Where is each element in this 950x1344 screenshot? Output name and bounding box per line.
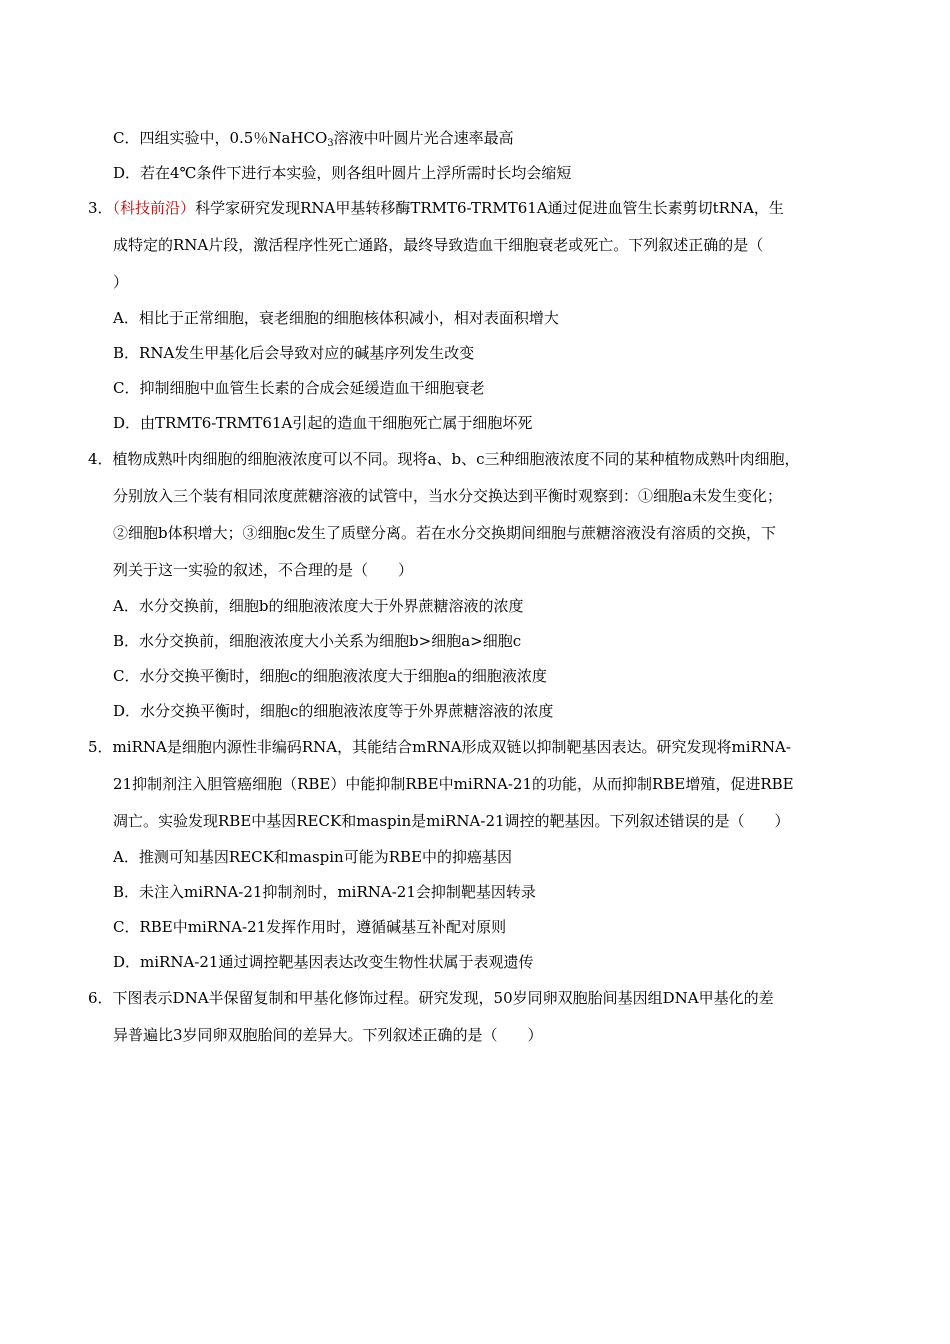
question-5-stem-line-3: 凋亡。实验发现RBE中基因RECK和maspin是miRNA-21调控的靶基因。下列叙述错误的是（ ） [113,812,790,830]
question-4-option-d: D．水分交换平衡时，细胞c的细胞液浓度等于外界蔗糖溶液的浓度 [113,702,554,720]
question-4-option-c: C．水分交换平衡时，细胞c的细胞液浓度大于细胞a的细胞液浓度 [113,667,547,685]
question-5-option-b: B．未注入miRNA-21抑制剂时，miRNA-21会抑制靶基因转录 [113,883,536,901]
question-5-option-a: A．推测可知基因RECK和maspin可能为RBE中的抑癌基因 [113,848,512,866]
question-4-stem-line-1: 4．植物成熟叶肉细胞的细胞液浓度可以不同。现将a、b、c三种细胞液浓度不同的某种植物成熟叶肉细胞， [88,450,800,468]
question-3-stem-line-1: 3．（科技前沿）科学家研究发现RNA甲基转移酶TRMT6-TRMT61A通过促进血管生长素剪切tRNA，生 [88,199,784,217]
question-5-stem-line-1: 5．miRNA是细胞内源性非编码RNA，其能结合mRNA形成双链以抑制靶基因表达。研究发现将miRNA- [88,738,791,756]
question-5-stem-line-2: 21抑制剂注入胆管癌细胞（RBE）中能抑制RBE中miRNA-21的功能，从而抑制RBE增殖，促进RBE [113,775,794,793]
question-4-option-a: A．水分交换前，细胞b的细胞液浓度大于外界蔗糖溶液的浓度 [113,597,524,615]
prev-option-c: C．四组实验中，0.5％NaHCO$_3$溶液中叶圆片光合速率最高 [113,129,514,149]
prev-option-d: D．若在4℃条件下进行本实验，则各组叶圆片上浮所需时长均会缩短 [113,164,572,182]
question-4-stem-line-2: 分别放入三个装有相同浓度蔗糖溶液的试管中，当水分交换达到平衡时观察到：①细胞a未发生变化； [113,487,782,505]
question-3-stem-line-2: 成特定的RNA片段，激活程序性死亡通路，最终导致造血干细胞衰老或死亡。下列叙述正确的是（ [113,236,764,254]
question-5-option-d: D．miRNA-21通过调控靶基因表达改变生物性状属于表观遗传 [113,953,534,971]
question-6-stem-line-2: 异普遍比3岁同卵双胞胎间的差异大。下列叙述正确的是（ ） [113,1026,543,1044]
question-3-option-c: C．抑制细胞中血管生长素的合成会延缓造血干细胞衰老 [113,379,485,397]
question-5-option-c: C．RBE中miRNA-21发挥作用时，遵循碱基互补配对原则 [113,918,507,936]
question-4-stem-line-3: ②细胞b体积增大；③细胞c发生了质壁分离。若在水分交换期间细胞与蔗糖溶液没有溶质的交换，下 [113,524,777,542]
question-3-option-d: D．由TRMT6-TRMT61A引起的造血干细胞死亡属于细胞坏死 [113,414,533,432]
question-6-stem-line-1: 6．下图表示DNA半保留复制和甲基化修饰过程。研究发现，50岁同卵双胞胎间基因组DNA甲基化的差 [88,989,774,1007]
question-4-option-b: B．水分交换前，细胞液浓度大小关系为细胞b>细胞a>细胞c [113,632,522,650]
question-3-option-b: B．RNA发生甲基化后会导致对应的碱基序列发生改变 [113,344,475,362]
question-3-stem-line-3: ） [113,273,129,291]
question-3-option-a: A．相比于正常细胞，衰老细胞的细胞核体积减小，相对表面积增大 [113,309,559,327]
question-4-stem-line-4: 列关于这一实验的叙述，不合理的是（ ） [113,561,414,579]
question-tag: （科技前沿） [112,199,196,217]
